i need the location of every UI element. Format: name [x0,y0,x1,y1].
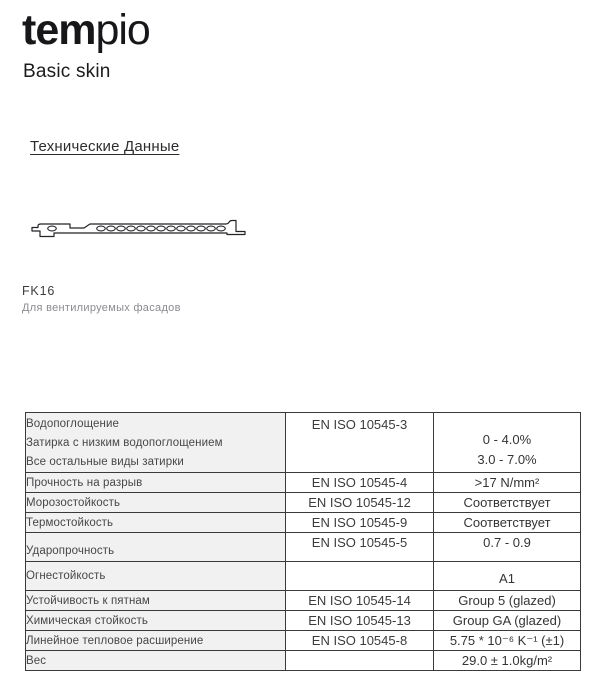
spec-standard [286,562,434,591]
spec-standard: EN ISO 10545-3 [286,413,434,473]
product-description: Для вентилируемых фасадов [22,302,181,314]
spec-label: Ударопрочность [26,533,286,562]
table-row [26,651,581,671]
product-line-title: Basic skin [23,61,111,82]
table-row [26,413,581,473]
table-row [26,562,581,591]
spec-value: Соответствует [434,493,581,513]
spec-label: Вес [26,651,286,671]
spec-label: Устойчивость к пятнам [26,591,286,611]
table-row [26,611,581,631]
spec-label: Водопоглощение [26,417,120,430]
section-title: Технические Данные [30,138,180,155]
table-row [26,493,581,513]
brand-logo-light: pio [95,6,150,54]
spec-value-group [434,413,581,473]
spec-value: Group 5 (glazed) [434,591,581,611]
spec-standard: EN ISO 10545-9 [286,513,434,533]
spec-value: 0.7 - 0.9 [434,533,581,562]
spec-label: Морозостойкость [26,493,286,513]
table-row [26,631,581,651]
table-row [26,591,581,611]
table-row [26,533,581,562]
spec-value: 0 - 4.0% [482,432,532,447]
spec-table [25,412,581,671]
spec-value: 3.0 - 7.0% [477,452,537,467]
table-row [26,473,581,493]
spec-label: Линейное тепловое расширение [26,631,286,651]
spec-standard: EN ISO 10545-12 [286,493,434,513]
spec-value: A1 [434,562,581,591]
spec-label: Прочность на разрыв [26,473,286,493]
spec-standard [286,651,434,671]
spec-standard: EN ISO 10545-8 [286,631,434,651]
spec-value: >17 N/mm² [434,473,581,493]
panel-profile-icon [24,217,250,245]
spec-label: Термостойкость [26,513,286,533]
table-row [26,513,581,533]
spec-standard: EN ISO 10545-4 [286,473,434,493]
spec-value: 29.0 ± 1.0kg/m² [434,651,581,671]
spec-standard: EN ISO 10545-5 [286,533,434,562]
product-code: FK16 [22,284,56,298]
spec-value: Соответствует [434,513,581,533]
spec-value: Group GA (glazed) [434,611,581,631]
spec-label-group [26,413,286,473]
spec-label: Химическая стойкость [26,611,286,631]
spec-label: Огнестойкость [26,562,286,591]
brand-logo-bold: tem [22,6,96,54]
spec-label: Затирка с низким водопоглощением [26,436,223,449]
spec-label: Все остальные виды затирки [26,455,184,468]
brand-logo [22,8,150,53]
spec-standard: EN ISO 10545-14 [286,591,434,611]
spec-standard: EN ISO 10545-13 [286,611,434,631]
spec-value: 5.75 * 10⁻⁶ K⁻¹ (±1) [434,631,581,651]
